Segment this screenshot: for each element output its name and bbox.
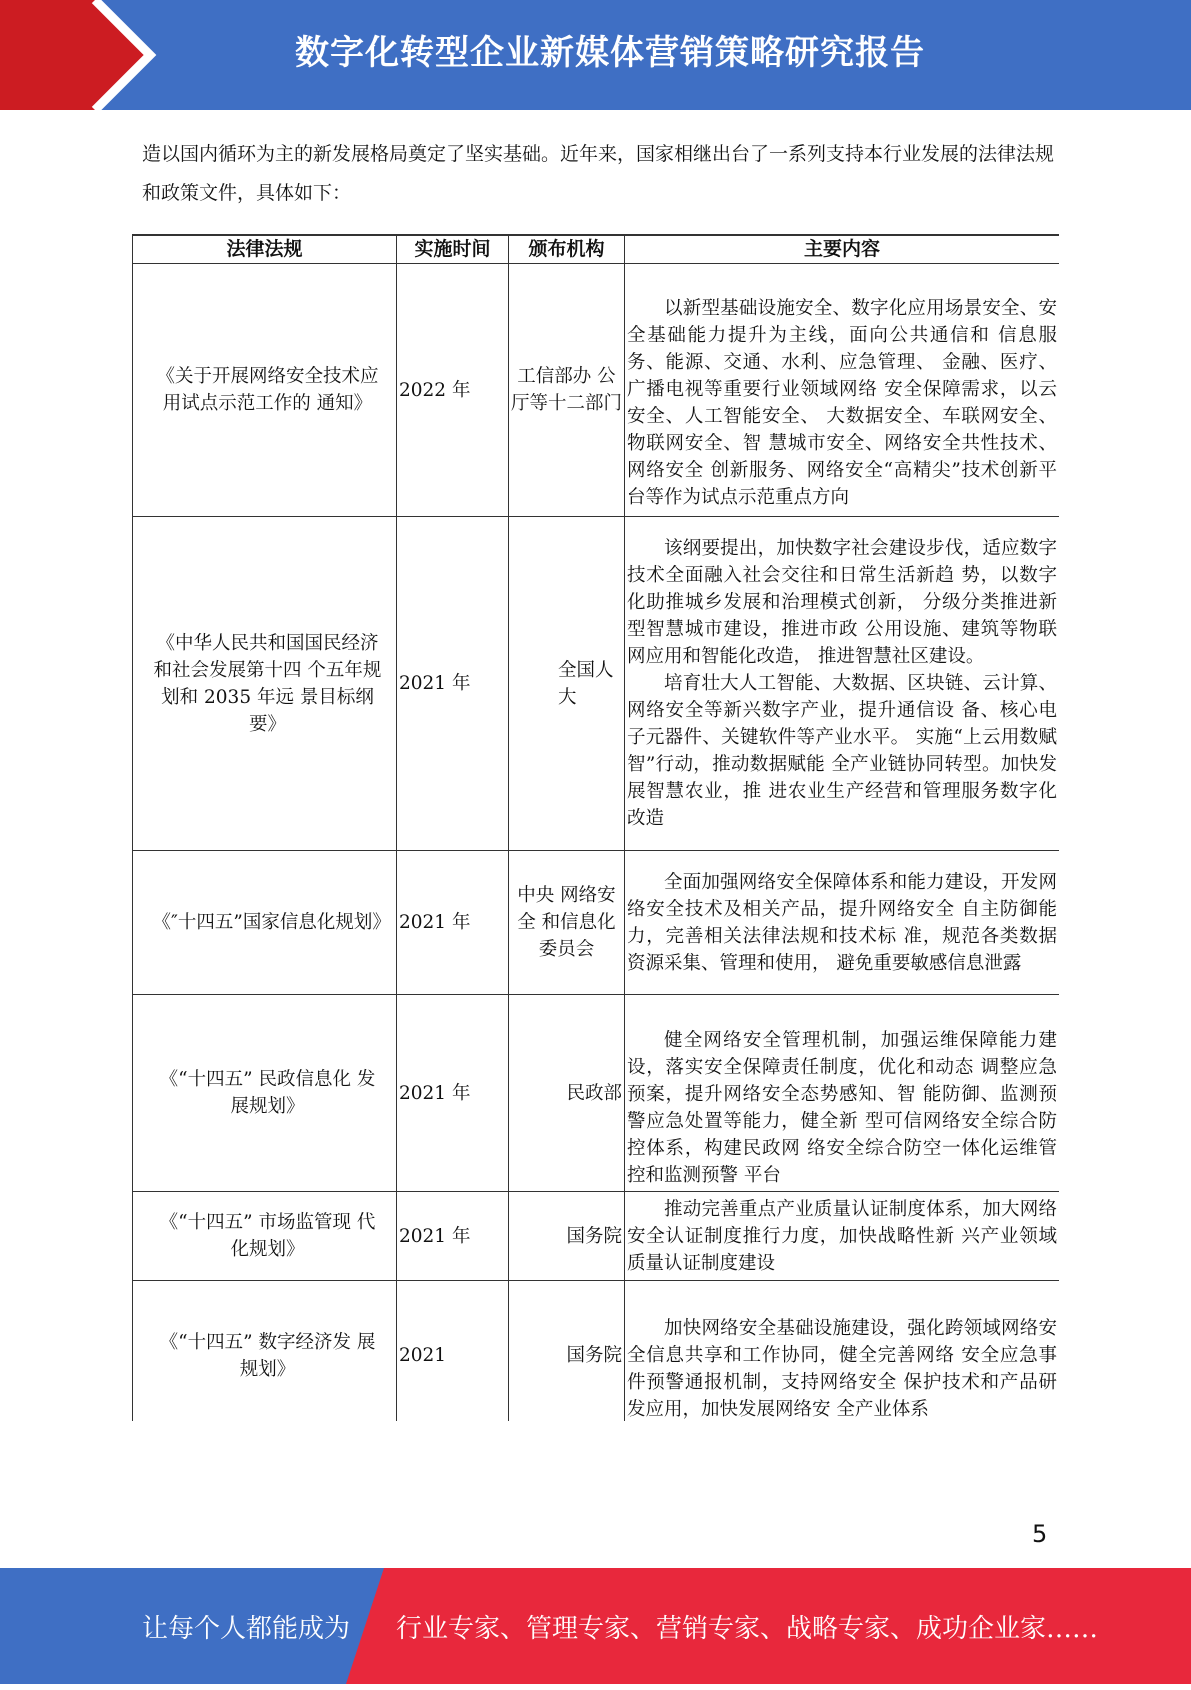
content-paragraph: 该纲要提出，加快数字社会建设步伐，适应数字技术全面融入社会交往和日常生活新趋 势，以数字化助推城乡发展和治理模式创新， 分级分类推进新型智慧城市建设，推进市政 公用设施、建筑等物联网应用和智能化改造， 推进智慧社区建设。 — [627, 538, 1057, 667]
header-cell-content: 主要内容 — [625, 236, 1060, 264]
org-name: 工信部办 公厅等十二部门 — [511, 366, 623, 414]
content-paragraph: 推动完善重点产业质量认证制度体系，加大网络安全认证制度推行力度，加快战略性新 兴产业领域质量认证制度建设 — [627, 1198, 1057, 1274]
content-paragraph: 全面加强网络安全保障体系和能力建设，开发网络安全技术及相关产品，提升网络安全 自主防御能力，完善相关法律法规和技术标 准，规范各类数据资源采集、管理和使用， 避免重要敏感信息泄露 — [627, 871, 1057, 974]
content-cell — [625, 995, 1060, 1192]
law-cell — [133, 1192, 397, 1281]
content-paragraph: 培育壮大人工智能、大数据、区块链、云计算、网络安全等新兴数字产业，提升通信设 备、核心电子元器件、关键软件等产业水平。 实施“上云用数赋智”行动，推动数据赋能 全产业链协同转型。加快发展智慧农业，推 进农业生产经营和管理服务数字化改造 — [627, 673, 1057, 829]
law-name: 《“十四五” 市场监管现 代化规划》 — [159, 1212, 376, 1260]
org-name: 全国人大 — [558, 659, 614, 708]
header-red-chevron — [0, 0, 150, 110]
org-name: 国务院 — [566, 1225, 622, 1247]
law-name: 《“十四五” 数字经济发 展规划》 — [159, 1331, 376, 1380]
report-title: 数字化转型企业新媒体营销策略研究报告 — [295, 33, 925, 73]
org-name: 中央 网络安全 和信息化 委员会 — [517, 885, 616, 960]
table-row — [133, 1281, 1060, 1422]
law-name: 《关于开展网络安全技术应用试点示范工作的 通知》 — [156, 366, 379, 414]
date-cell: 2021 — [397, 1281, 509, 1422]
page-header — [0, 0, 1191, 110]
page-footer — [0, 1568, 1191, 1684]
org-cell — [509, 995, 625, 1192]
law-cell — [133, 264, 397, 517]
table-row — [133, 995, 1060, 1192]
org-name: 民政部 — [566, 1082, 622, 1104]
header-cell-org: 颁布机构 — [509, 236, 625, 264]
content-cell — [625, 1192, 1060, 1281]
table-row — [133, 264, 1060, 517]
content-cell — [625, 517, 1060, 851]
law-cell — [133, 517, 397, 851]
org-cell — [509, 1281, 625, 1422]
law-cell — [133, 995, 397, 1192]
regulations-table — [132, 235, 1059, 1421]
law-name: 《″十四五”国家信息化规划》 — [152, 912, 391, 933]
table-row — [133, 517, 1060, 851]
law-cell — [133, 851, 397, 995]
footer-slogan-right: 行业专家、管理专家、营销专家、战略专家、成功企业家…… — [396, 1614, 1099, 1644]
intro-paragraph: 造以国内循环为主的新发展格局奠定了坚实基础。近年来，国家相继出台了一系列支持本行业发展的法律法规和政策文件，具体如下： — [142, 143, 1055, 204]
header-cell-law: 法律法规 — [133, 236, 397, 264]
content-paragraph: 加快网络安全基础设施建设，强化跨领域网络安全信息共享和工作协同，健全完善网络 安全应急事件预警通报机制，支持网络安全 保护技术和产品研发应用，加快发展网络安 全产业体系 — [627, 1318, 1057, 1420]
regulations-table-wrapper — [132, 234, 1059, 1421]
org-cell — [509, 851, 625, 995]
table-header-row — [133, 236, 1060, 264]
date-cell: 2022 年 — [397, 264, 509, 517]
date-cell: 2021 年 — [397, 851, 509, 995]
date-cell: 2021 年 — [397, 517, 509, 851]
content-paragraph: 以新型基础设施安全、数字化应用场景安全、安全基础能力提升为主线，面向公共通信和 信息服务、能源、交通、水利、应急管理、 金融、医疗、广播电视等重要行业领域网络 安全保障需求，以云安全、人工智能安全、 大数据安全、车联网安全、物联网安全、智 慧城市安全、网络安全共性技术、网络安全 创新服务、网络安全“高精尖”技术创新平 台等作为试点示范重点方向 — [627, 298, 1057, 508]
law-name: 《中华人民共和国国民经济和社会发展第十四 个五年规划和 2035 年远 景目标纲要》 — [153, 632, 382, 735]
law-cell — [133, 1281, 397, 1422]
org-cell — [509, 264, 625, 517]
org-cell — [509, 1192, 625, 1281]
content-paragraph: 健全网络安全管理机制，加强运维保障能力建设，落实安全保障责任制度，优化和动态 调整应急预案，提升网络安全态势感知、智 能防御、监测预警应急处置等能力，健全新 型可信网络安全综合防控体系，构建民政网 络安全综合防空一体化运维管控和监测预警 平台 — [627, 1030, 1057, 1186]
table-row — [133, 1192, 1060, 1281]
content-cell — [625, 851, 1060, 995]
header-cell-date: 实施时间 — [397, 236, 509, 264]
date-cell: 2021 年 — [397, 995, 509, 1192]
table-row — [133, 851, 1060, 995]
content-cell — [625, 1281, 1060, 1422]
law-name: 《“十四五” 民政信息化 发展规划》 — [159, 1069, 376, 1117]
date-cell: 2021 年 — [397, 1192, 509, 1281]
org-name: 国务院 — [566, 1345, 622, 1366]
page-number: 5 — [1032, 1520, 1048, 1548]
org-cell — [509, 517, 625, 851]
footer-slogan-left: 让每个人都能成为 — [142, 1614, 351, 1644]
content-cell — [625, 264, 1060, 517]
